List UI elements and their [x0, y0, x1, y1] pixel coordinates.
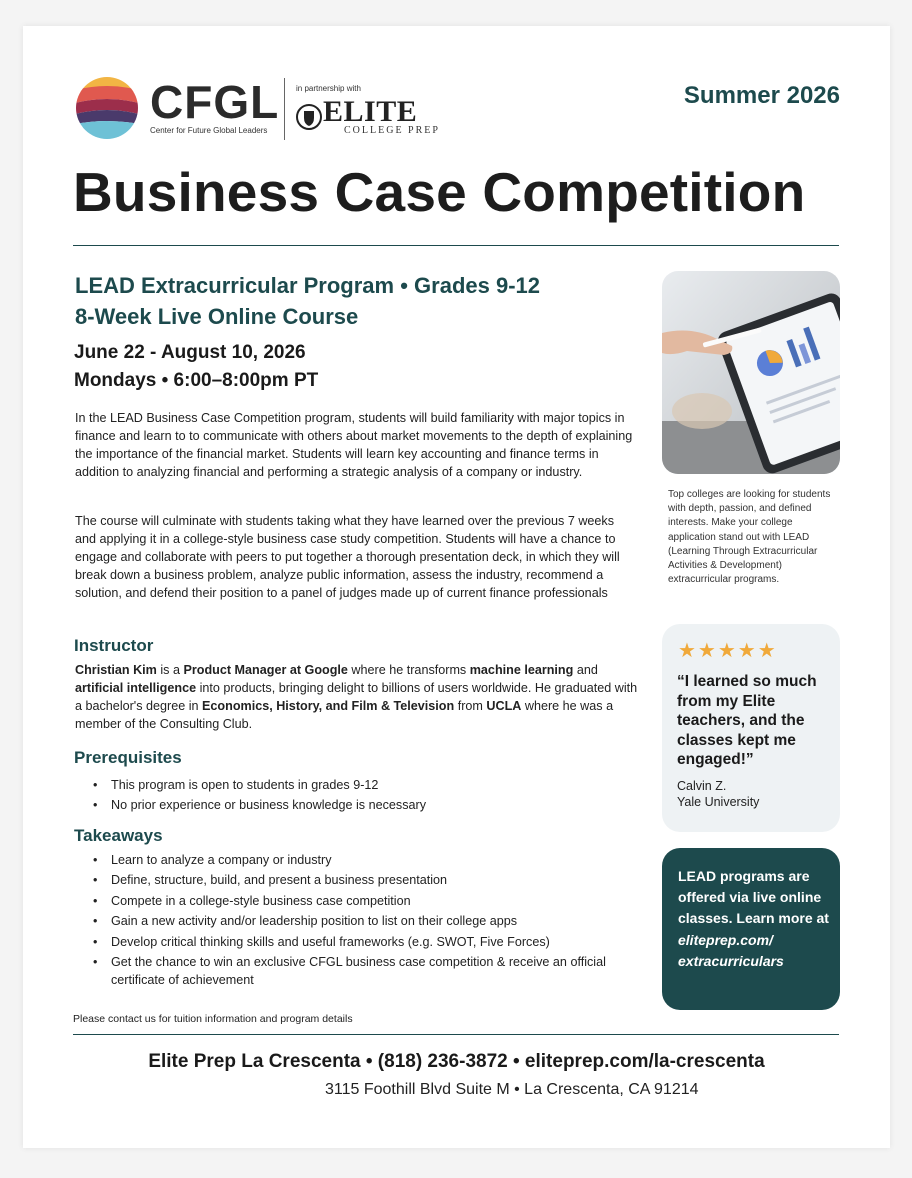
season-label: Summer 2026	[683, 82, 840, 109]
author-school: Yale University	[677, 795, 760, 809]
list-item: • Get the chance to win an exclusive CFGL business case competition & receive an official certificate of achievement	[111, 952, 631, 989]
lead-info-box	[662, 848, 840, 1010]
bio-bold-ai: artificial intelligence	[75, 680, 197, 695]
author-name: Calvin Z.	[677, 779, 727, 793]
flyer-page	[23, 26, 890, 1148]
schedule: Mondays • 6:00–8:00pm PT	[74, 370, 319, 391]
partner-name: ELITE	[323, 95, 418, 128]
footer-address: 3115 Foothill Blvd Suite M • La Crescenta, CA 91214	[325, 1081, 699, 1098]
footer-divider	[73, 1034, 839, 1035]
instructor-degree: Economics, History, and Film & Television	[202, 698, 455, 713]
list-item: • Learn to analyze a company or industry	[111, 850, 631, 870]
program-heading	[75, 270, 540, 332]
instructor-name: Christian Kim	[75, 663, 157, 677]
partner-text: in partnership with	[296, 84, 361, 93]
tablet-chart-photo	[662, 271, 840, 474]
bio-text: is a	[156, 663, 184, 677]
bio-text: and	[573, 663, 598, 677]
lead-info-text	[678, 866, 833, 972]
elite-shield-icon	[296, 102, 322, 132]
partner-subtitle: COLLEGE PREP	[344, 125, 440, 136]
header-divider	[73, 245, 839, 246]
takeaways-heading: Takeaways	[74, 826, 163, 845]
list-item: • Define, structure, build, and present a business presentation	[111, 870, 631, 890]
testimonial-quote: “I learned so much from my Elite teachers, and the classes kept me engaged!”	[677, 673, 817, 769]
instructor-bio	[75, 662, 640, 734]
page-title: Business Case Competition	[73, 161, 806, 223]
program-line-1: LEAD Extracurricular Program • Grades 9-12	[75, 273, 540, 298]
list-item: • Gain a new activity and/or leadership position to list on their college apps	[111, 911, 631, 931]
instructor-heading: Instructor	[74, 636, 154, 655]
bio-text: where he transforms	[347, 663, 470, 677]
program-dates	[74, 339, 318, 395]
instructor-role: Product Manager at Google	[183, 663, 348, 677]
bio-text: into products, bringing delight to billions of users worldwide. He graduated with a bachelor's degree in	[75, 680, 638, 713]
testimonial-author	[677, 778, 759, 810]
logo-divider	[284, 78, 285, 140]
description-paragraph-1: In the LEAD Business Case Competition program, students will build familiarity with major topics in finance and learn to to communicate with others about market movements to the depth of explaining the importance of the financial market. Students will learn key accounting and finance terms in addition to analyzing financial and performing a strategic analysis of a company or industry.	[75, 411, 633, 479]
bio-text: from	[454, 698, 487, 713]
bio-text: where he was a member of the Consulting Club.	[75, 698, 614, 731]
footer-contact: Elite Prep La Crescenta • (818) 236-3872 • eliteprep.com/la-crescenta	[148, 1051, 765, 1072]
testimonial-card	[662, 624, 840, 832]
instructor-school: UCLA	[486, 698, 522, 713]
lead-text: LEAD programs are offered via live online classes. Learn more at	[678, 868, 829, 927]
program-line-2: 8-Week Live Online Course	[75, 304, 359, 329]
list-item: • No prior experience or business knowledge is necessary	[111, 795, 631, 815]
sidebar-caption: Top colleges are looking for students with depth, passion, and defined interests. Make your college application stand out with LEAD (Learning Through Extracurricular Activities & Development) extracurricular programs.	[668, 489, 831, 586]
lead-link[interactable]: eliteprep.com/ extracurriculars	[678, 931, 784, 969]
takeaways-list	[75, 850, 631, 989]
list-item: • Compete in a college-style business case competition	[111, 891, 631, 911]
list-item: • Develop critical thinking skills and useful frameworks (e.g. SWOT, Five Forces)	[111, 932, 631, 952]
prerequisites-list	[75, 775, 631, 816]
rating-stars-icon: ★★★★★	[678, 640, 778, 662]
bio-bold-ml: machine learning	[469, 663, 574, 677]
logo-tagline: Center for Future Global Leaders	[150, 126, 268, 135]
date-range: June 22 - August 10, 2026	[74, 342, 306, 363]
cfgl-logo-icon	[75, 76, 139, 140]
contact-note: Please contact us for tuition information and program details	[73, 1013, 353, 1025]
prerequisites-heading: Prerequisites	[74, 748, 182, 767]
description-paragraph-2: The course will culminate with students taking what they have learned over the previous 7 weeks and applying it in a college-style business case study competition. Students will have a chance to engage and collaborate with peers to put together a thorough presentation deck, in which they will break down a business problem, analyze public information, assess the industry, recommend a solution, and defend their position to a panel of judges made up of current finance professionals	[75, 514, 620, 600]
logo-wordmark: CFGL	[150, 76, 280, 128]
list-item: • This program is open to students in grades 9-12	[111, 775, 631, 795]
